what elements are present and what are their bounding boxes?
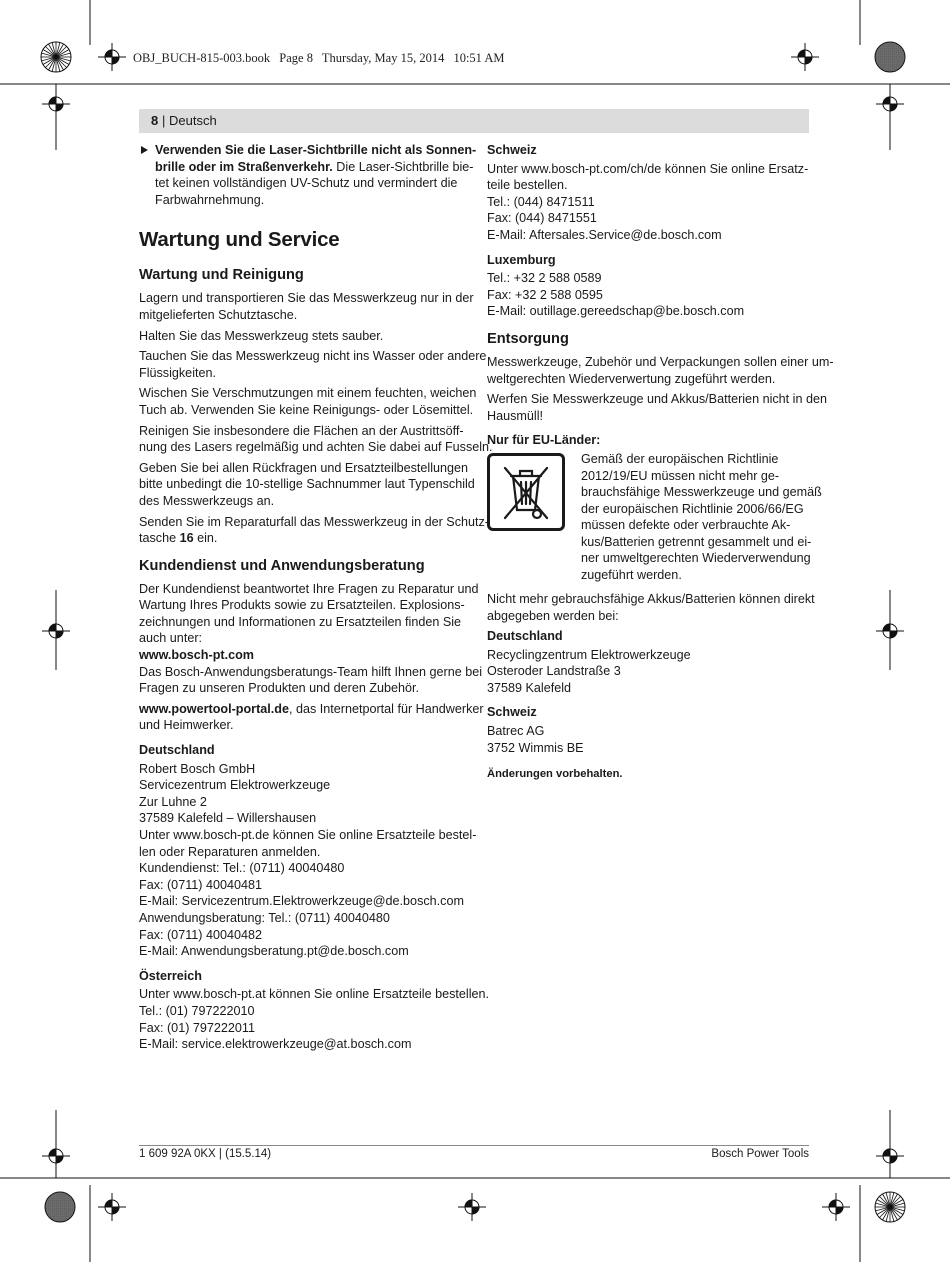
service-title: Kundendienst und Anwendungsberatung xyxy=(139,557,425,574)
text-line: tasche xyxy=(139,531,180,546)
address-line: Fax: (044) 8471551 xyxy=(487,211,597,226)
address-line: E-Mail: Anwendungsberatung.pt@de.bosch.com xyxy=(139,944,409,959)
book-file: OBJ_BUCH-815-003.book xyxy=(133,51,271,65)
text-line: 2012/19/EU müssen nicht mehr ge- xyxy=(581,468,780,483)
service-paragraph xyxy=(139,581,483,697)
text-line: Halten Sie das Messwerkzeug stets sauber. xyxy=(139,328,384,343)
text-line: , das Internetportal für Handwerker xyxy=(288,701,484,716)
weee-block xyxy=(487,451,822,583)
text-line: mitgelieferten Schutztasche. xyxy=(139,307,298,322)
text-line: kus/Batterien getrennt gesammelt und ei- xyxy=(581,534,812,549)
text-line: Fragen zu unseren Produkten und deren Zubehör. xyxy=(139,681,420,696)
changes-reserved-note: Änderungen vorbehalten. xyxy=(487,768,623,781)
address-line: Anwendungsberatung: Tel.: (0711) 40040480 xyxy=(139,910,390,925)
warning-text: tet keinen vollständigen UV-Schutz und vermindert die xyxy=(155,176,458,191)
switzerland-recycling-title: Schweiz xyxy=(487,705,537,720)
address-line: E-Mail: service.elektrowerkzeuge@at.bosch.com xyxy=(139,1037,412,1052)
address-line: 37589 Kalefeld xyxy=(487,680,572,695)
text-line: bitte unbedingt die 10-stellige Sachnummer laut Typenschild xyxy=(139,477,475,492)
text-line: auch unter: xyxy=(139,631,203,646)
address-line: E-Mail: Servicezentrum.Elektrowerkzeuge@de.bosch.com xyxy=(139,894,464,909)
left-column xyxy=(139,142,493,1053)
book-time: 10:51 AM xyxy=(453,51,505,65)
triangle-bullet-icon xyxy=(141,146,148,154)
address-line: len oder Reparaturen anmelden. xyxy=(139,844,321,859)
address-line: Zur Luhne 2 xyxy=(139,794,207,809)
address-line: Fax: (0711) 40040482 xyxy=(139,927,262,942)
text-line: zeichnungen und Informationen zu Ersatzteilen finden Sie xyxy=(139,614,462,629)
text-line: Nicht mehr gebrauchsfähige Akkus/Batterien können direkt xyxy=(487,591,815,606)
warning-bullet xyxy=(139,142,477,208)
address-line: 3752 Wimmis BE xyxy=(487,740,584,755)
maintenance-paragraph xyxy=(139,514,489,547)
book-info-line xyxy=(133,51,511,66)
text-line: Der Kundendienst beantwortet Ihre Fragen zu Reparatur und xyxy=(139,581,479,596)
austria-address xyxy=(139,986,490,1052)
address-line: Unter www.bosch-pt.at können Sie online Ersatzteile bestellen. xyxy=(139,987,490,1002)
text-line: Das Bosch-Anwendungsberatungs-Team hilft Ihnen gerne bei xyxy=(139,664,483,679)
text-line: Geben Sie bei allen Rückfragen und Ersatzteilbestellungen xyxy=(139,460,469,475)
disposal-title: Entsorgung xyxy=(487,330,569,347)
address-line: Fax: (0711) 40040481 xyxy=(139,877,262,892)
page-number: 8 xyxy=(151,113,159,128)
austria-title: Österreich xyxy=(139,968,202,983)
text-line: Werfen Sie Messwerkzeuge und Akkus/Batterien nicht in den xyxy=(487,392,827,407)
address-line: Batrec AG xyxy=(487,724,545,739)
text-line: Tauchen Sie das Messwerkzeug nicht ins Wasser oder andere xyxy=(139,349,487,364)
text-line: abgegeben werden bei: xyxy=(487,608,619,623)
text-line: ner umweltgerechten Wiederverwendung xyxy=(581,551,811,566)
address-line: Tel.: (044) 8471511 xyxy=(487,194,595,209)
crossed-out-wheelie-bin-icon xyxy=(487,453,565,531)
maintenance-paragraph xyxy=(139,328,469,345)
book-date: Thursday, May 15, 2014 xyxy=(321,51,445,65)
disposal-paragraph xyxy=(487,391,827,424)
luxembourg-title: Luxemburg xyxy=(487,252,556,267)
text-line: Messwerkzeuge, Zubehör und Verpackungen sollen einer um- xyxy=(487,354,834,369)
switzerland-recycling-address xyxy=(487,723,812,756)
maintenance-paragraph xyxy=(139,290,474,323)
text-line: Gemäß der europäischen Richtlinie xyxy=(581,451,779,466)
warning-text: Farbwahrnehmung. xyxy=(155,192,265,207)
part-number-ref: 16 xyxy=(179,531,194,546)
grey-dot-mark-bottom-left xyxy=(45,1192,75,1222)
address-line: Osteroder Landstraße 3 xyxy=(487,664,621,679)
footer-divider xyxy=(139,1145,809,1146)
germany-recycling-title: Deutschland xyxy=(487,629,563,644)
address-line: Unter www.bosch-pt.com/ch/de können Sie online Ersatz- xyxy=(487,161,809,176)
address-line: E-Mail: outillage.gereedschap@be.bosch.com xyxy=(487,304,745,319)
text-line: nung des Lasers regelmäßig und achten Sie dabei auf Fusseln. xyxy=(139,440,493,455)
text-line: Lagern und transportieren Sie das Messwerkzeug nur in der xyxy=(139,291,474,306)
address-line: E-Mail: Aftersales.Service@de.bosch.com xyxy=(487,227,722,242)
book-page: Page 8 xyxy=(279,51,313,65)
text-line: Wartung Ihres Produkts sowie zu Ersatzteilen. Explosions- xyxy=(139,598,465,613)
switzerland-address xyxy=(487,161,812,244)
maintenance-paragraph xyxy=(139,460,475,510)
eu-title: Nur für EU-Länder: xyxy=(487,433,601,448)
text-line: Hausmüll! xyxy=(487,408,543,423)
warning-text: Die Laser-Sichtbrille bie- xyxy=(332,159,474,174)
address-line: Tel.: (01) 797222010 xyxy=(139,1003,255,1018)
disposal-paragraph xyxy=(487,591,815,624)
germany-address xyxy=(139,761,477,960)
address-line: 37589 Kalefeld – Willershausen xyxy=(139,811,317,826)
address-line: Robert Bosch GmbH xyxy=(139,761,256,776)
text-line: zugeführt werden. xyxy=(581,568,682,583)
text-line: Reinigen Sie insbesondere die Flächen an der Austrittsöff- xyxy=(139,423,464,438)
text-line: brauchsfähige Messwerkzeuge und gemäß xyxy=(581,485,822,500)
warning-bold: brille oder im Straßenverkehr. xyxy=(155,159,333,174)
maintenance-paragraph xyxy=(139,423,493,456)
text-line: der europäischen Richtlinie 2006/66/EG xyxy=(581,501,804,516)
address-line: Kundendienst: Tel.: (0711) 40040480 xyxy=(139,861,345,876)
text-line: Tuch ab. Verwenden Sie keine Reinigungs- oder Lösemittel. xyxy=(139,402,474,417)
address-line: Servicezentrum Elektrowerkzeuge xyxy=(139,778,331,793)
text-line: Senden Sie im Reparaturfall das Messwerkzeug in der Schutz- xyxy=(139,514,489,529)
text-line: des Messwerkzeugs an. xyxy=(139,493,275,508)
grey-dot-mark-top-right xyxy=(875,42,905,72)
service-url-link[interactable]: www.bosch-pt.com xyxy=(139,648,254,663)
starburst-mark-top-left xyxy=(41,42,71,72)
warning-bold: Verwenden Sie die Laser-Sichtbrille nicht als Sonnen- xyxy=(155,143,477,157)
address-line: Tel.: +32 2 588 0589 xyxy=(487,271,602,286)
page-header-bar xyxy=(139,109,809,133)
switzerland-title: Schweiz xyxy=(487,143,537,157)
text-line: Wischen Sie Verschmutzungen mit einem feuchten, weichen xyxy=(139,386,477,401)
maintenance-paragraph xyxy=(139,385,477,418)
portal-url-link[interactable]: www.powertool-portal.de xyxy=(139,701,289,716)
address-line: Fax: +32 2 588 0595 xyxy=(487,287,603,302)
maintenance-paragraph xyxy=(139,348,487,381)
portal-paragraph xyxy=(139,701,484,734)
address-line: Recyclingzentrum Elektrowerkzeuge xyxy=(487,647,691,662)
section-title: Wartung und Service xyxy=(139,228,340,252)
text-line: weltgerechten Wiederverwertung zugeführt werden. xyxy=(487,371,776,386)
text-line: und Heimwerker. xyxy=(139,718,234,733)
luxembourg-address xyxy=(487,270,812,320)
text-line: Flüssigkeiten. xyxy=(139,365,216,380)
right-column xyxy=(487,142,834,785)
germany-title: Deutschland xyxy=(139,743,215,758)
footer-doc-code: 1 609 92A 0KX | (15.5.14) xyxy=(139,1148,272,1160)
eu-directive-text xyxy=(581,451,822,584)
address-line: Unter www.bosch-pt.de können Sie online Ersatzteile bestel- xyxy=(139,828,477,842)
disposal-paragraph xyxy=(487,354,834,387)
text-line: müssen defekte oder verbrauchte Ak- xyxy=(581,518,791,533)
address-line: teile bestellen. xyxy=(487,178,568,193)
starburst-mark-bottom-right xyxy=(875,1192,905,1222)
header-language: Deutsch xyxy=(169,113,217,128)
maintenance-title: Wartung und Reinigung xyxy=(139,267,304,284)
address-line: Fax: (01) 797222011 xyxy=(139,1020,255,1035)
germany-recycling-address xyxy=(487,647,812,697)
text-line: ein. xyxy=(193,531,218,546)
footer-brand: Bosch Power Tools xyxy=(711,1148,809,1160)
header-separator: | xyxy=(162,113,166,128)
